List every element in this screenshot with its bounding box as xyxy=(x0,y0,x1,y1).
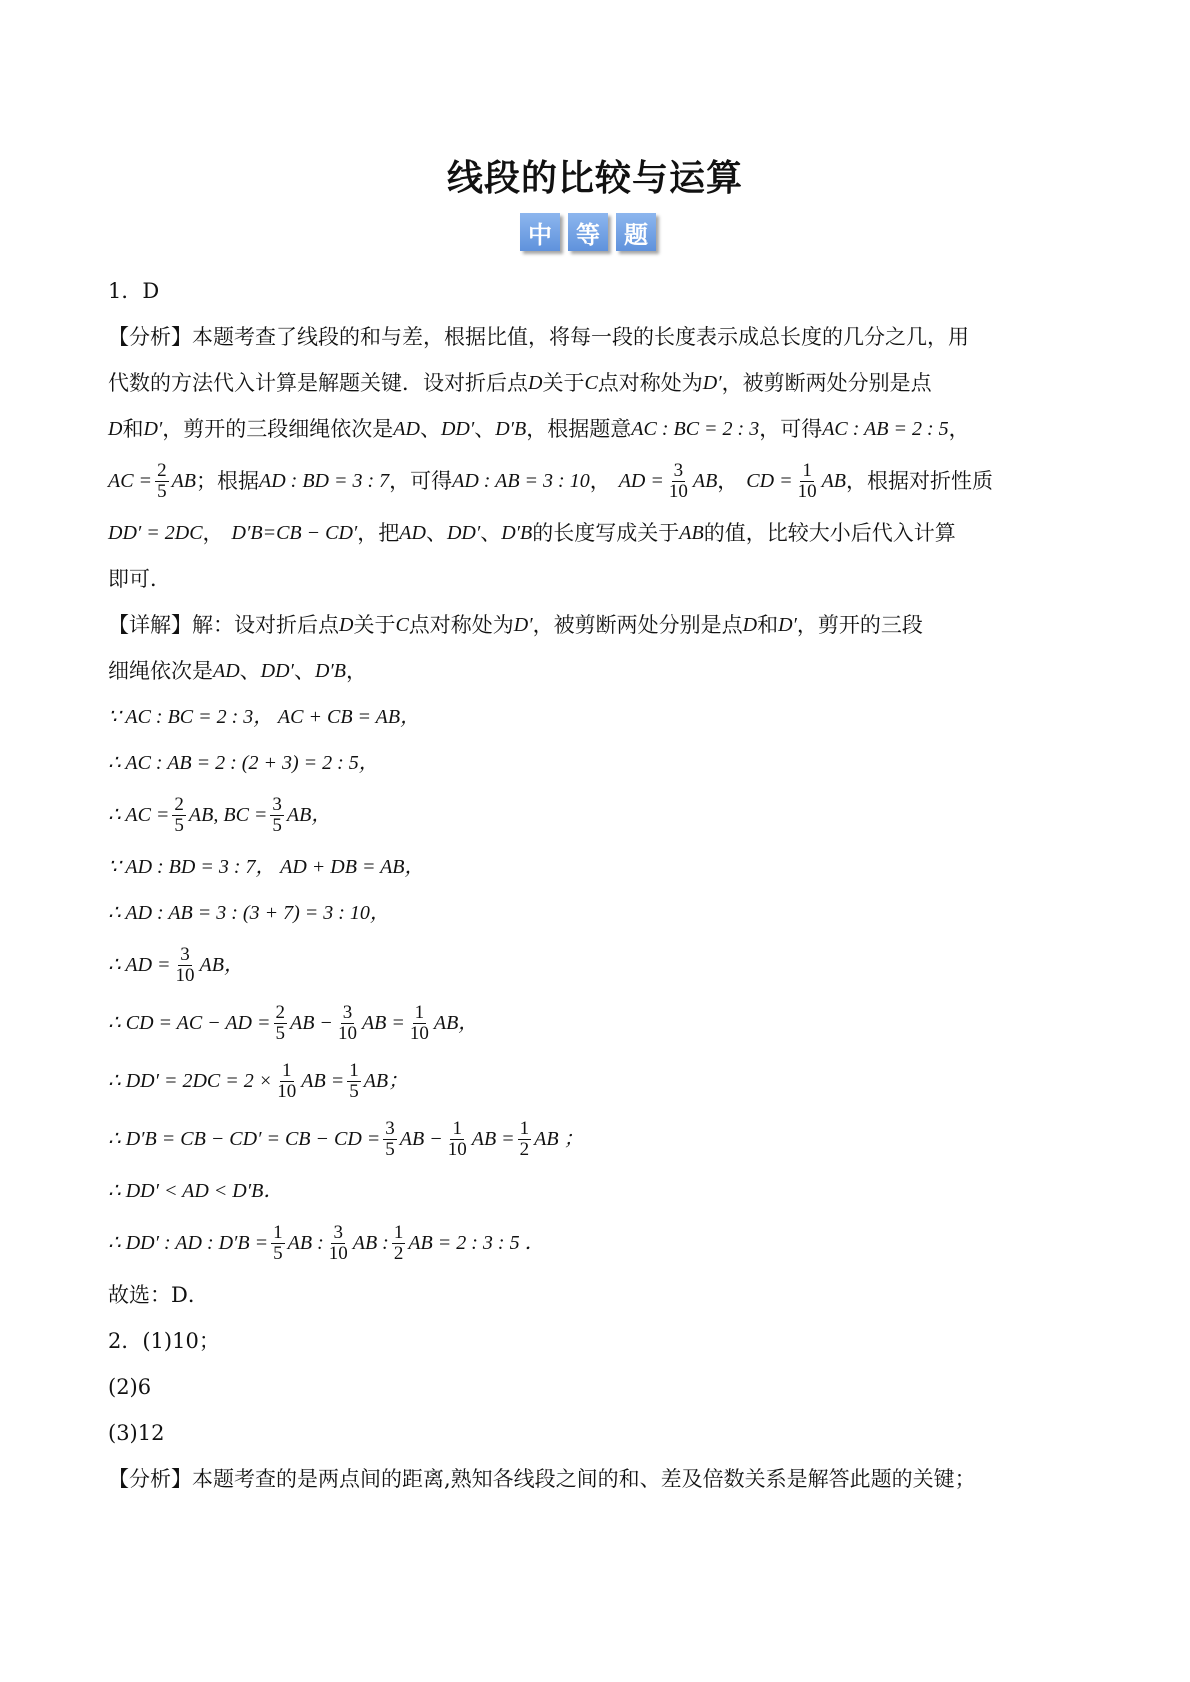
text: 和 xyxy=(757,613,779,637)
math: AC = xyxy=(108,470,153,492)
text: 【分析】本题考查了线段的和与差，根据比值，将每一段的长度表示成总长度的几分之几，用 xyxy=(108,325,969,349)
text: ， xyxy=(717,469,739,493)
q1-analysis-line xyxy=(108,406,1088,452)
denominator: 2 xyxy=(393,1242,404,1264)
text: 、 xyxy=(419,417,441,441)
math: AB : xyxy=(287,1232,324,1254)
math: AC : AB = 2 : 5 xyxy=(822,418,949,440)
denominator: 5 xyxy=(272,814,282,836)
solution-body xyxy=(108,268,1088,1502)
denominator: 10 xyxy=(447,1138,467,1160)
q2-analysis-line xyxy=(108,1456,1088,1502)
text: 故选：D． xyxy=(108,1283,209,1307)
math: AD xyxy=(393,418,420,440)
math: ∴ DD′ < AD < D′B． xyxy=(108,1180,284,1202)
math: AB xyxy=(821,470,847,492)
math: DD′ xyxy=(446,522,481,544)
text: (3)12 xyxy=(108,1421,165,1445)
denominator: 10 xyxy=(797,480,817,502)
denominator: 10 xyxy=(668,480,688,502)
math: D xyxy=(108,418,123,440)
denominator: 5 xyxy=(349,1080,359,1102)
numerator: 1 xyxy=(414,1001,425,1023)
fraction xyxy=(274,1003,288,1044)
text: 【分析】本题考查的是两点间的距离,熟知各线段之间的和、差及倍数关系是解答此题的关键； xyxy=(108,1467,976,1491)
text: ，剪开的三段 xyxy=(796,613,923,637)
math: AB, BC = xyxy=(188,804,268,826)
math: AB = 2 : 3 : 5 ． xyxy=(408,1232,545,1254)
denominator: 5 xyxy=(275,1022,285,1044)
numerator: 1 xyxy=(393,1221,404,1243)
numerator: 3 xyxy=(342,1001,353,1023)
text: 、 xyxy=(474,417,496,441)
numerator: 3 xyxy=(333,1221,343,1243)
step-line xyxy=(108,694,1088,740)
text: ，可得 xyxy=(759,417,823,441)
step-line xyxy=(108,844,1088,890)
math: ∴ DD′ = 2DC = 2 × xyxy=(108,1070,273,1092)
text: 、 xyxy=(480,521,502,545)
fraction xyxy=(347,1061,361,1102)
math: AC : BC = 2 : 3 xyxy=(631,418,760,440)
math: D′ xyxy=(778,614,797,636)
text: ，根据题意 xyxy=(526,417,632,441)
text: ， xyxy=(202,521,224,545)
numerator: 3 xyxy=(272,793,282,815)
denominator: 5 xyxy=(157,480,167,502)
fraction xyxy=(392,1223,406,1264)
math: ∴ AC = xyxy=(108,804,170,826)
fraction xyxy=(327,1223,350,1264)
math: AD xyxy=(213,660,240,682)
math: D′B xyxy=(501,522,533,544)
q1-answer xyxy=(108,268,1088,314)
math: ∵ AC : BC = 2 : 3， AC + CB = AB， xyxy=(108,706,421,728)
fraction xyxy=(796,461,819,502)
math: D′ xyxy=(143,418,163,440)
text: 1．D xyxy=(108,279,160,303)
text: ， xyxy=(345,659,367,683)
text: 和 xyxy=(122,417,144,441)
fraction xyxy=(155,461,169,502)
step-line xyxy=(108,1052,1088,1110)
text: 、 xyxy=(425,521,447,545)
q1-detail-line xyxy=(108,648,1088,694)
fraction xyxy=(271,1223,285,1264)
math: ∴ AD : AB = 3 : (3 + 7) = 3 : 10， xyxy=(108,902,390,924)
math: AB − xyxy=(399,1128,443,1150)
text: 细绳依次是 xyxy=(108,659,213,683)
text: 关于 xyxy=(353,613,396,637)
fraction xyxy=(336,1003,359,1044)
math: AD : BD = 3 : 7 xyxy=(259,470,390,492)
q1-analysis-line xyxy=(108,452,1088,510)
text: ，可得 xyxy=(389,469,453,493)
numerator: 3 xyxy=(385,1117,395,1139)
numerator: 2 xyxy=(157,459,167,481)
math: AB ； xyxy=(534,1128,584,1150)
math: DD′ xyxy=(260,660,294,682)
denominator: 5 xyxy=(273,1242,283,1264)
math: ∵ AD : BD = 3 : 7， AD + DB = AB， xyxy=(108,856,425,878)
denominator: 10 xyxy=(175,964,195,986)
math: D′B xyxy=(495,418,527,440)
numerator: 2 xyxy=(275,1001,285,1023)
text: ，剪开的三段细绳依次是 xyxy=(162,417,394,441)
math: AD = xyxy=(618,470,664,492)
denominator: 5 xyxy=(174,814,184,836)
math: AB xyxy=(171,470,196,492)
text: 【详解】解：设对折后点 xyxy=(108,613,339,637)
fraction xyxy=(174,945,197,986)
math: DD′ xyxy=(440,418,475,440)
q2-part xyxy=(108,1364,1088,1410)
math: AB； xyxy=(363,1070,409,1092)
step-line xyxy=(108,1110,1088,1168)
math: AB， xyxy=(199,954,244,976)
text: 关于 xyxy=(542,371,585,395)
math: CD = xyxy=(746,470,793,492)
denominator: 5 xyxy=(385,1138,395,1160)
fraction xyxy=(518,1119,532,1160)
q1-choice xyxy=(108,1272,1088,1318)
step-line xyxy=(108,994,1088,1052)
math: D xyxy=(528,372,543,394)
math: AB = xyxy=(361,1012,405,1034)
fraction xyxy=(275,1061,298,1102)
math: ∴ D′B = CB − CD′ = CB − CD = xyxy=(108,1128,381,1150)
fraction xyxy=(408,1003,431,1044)
fraction xyxy=(172,795,186,836)
page-title: 线段的比较与运算 xyxy=(446,158,743,199)
math: AD : AB = 3 : 10 xyxy=(452,470,590,492)
text: 点对称处为 xyxy=(408,613,514,637)
numerator: 1 xyxy=(519,1117,530,1139)
math: AB xyxy=(692,470,718,492)
math: D xyxy=(339,614,354,636)
text: ，根据对折性质 xyxy=(846,469,994,493)
q1-analysis-line xyxy=(108,360,1088,406)
text: 、 xyxy=(293,659,315,683)
text: ，把 xyxy=(357,521,400,545)
q1-analysis-line xyxy=(108,556,1088,602)
q2-answer xyxy=(108,1318,1088,1364)
fraction xyxy=(270,795,284,836)
denominator: 10 xyxy=(409,1022,429,1044)
text: 的值，比较大小后代入计算 xyxy=(703,521,956,545)
badge-char: 等 xyxy=(568,213,608,251)
numerator: 3 xyxy=(673,459,684,481)
math: ∴ AC : AB = 2 : (2 + 3) = 2 : 5， xyxy=(108,752,379,774)
denominator: 10 xyxy=(328,1242,348,1264)
numerator: 1 xyxy=(282,1059,292,1081)
math: C xyxy=(584,372,598,394)
denominator: 2 xyxy=(519,1138,530,1160)
math: AB − xyxy=(290,1012,333,1034)
text: 2．(1)10； xyxy=(108,1329,220,1353)
step-line xyxy=(108,936,1088,994)
math: AB : xyxy=(352,1232,389,1254)
text: ；根据 xyxy=(196,469,259,493)
q1-analysis-line xyxy=(108,314,1088,360)
fraction xyxy=(383,1119,397,1160)
step-line xyxy=(108,890,1088,936)
step-line xyxy=(108,740,1088,786)
numerator: 3 xyxy=(180,943,190,965)
numerator: 1 xyxy=(452,1117,462,1139)
text: ，被剪断两处分别是点 xyxy=(721,371,932,395)
fraction xyxy=(667,461,690,502)
math: C xyxy=(395,614,409,636)
denominator: 10 xyxy=(337,1022,357,1044)
text: ，被剪断两处分别是点 xyxy=(532,613,743,637)
text: (2)6 xyxy=(108,1375,152,1399)
badge-char: 中 xyxy=(520,213,560,251)
text: ， xyxy=(589,469,611,493)
math: AD xyxy=(399,522,426,544)
q1-analysis-line xyxy=(108,510,1088,556)
text: 即可． xyxy=(108,567,171,591)
badge-char: 题 xyxy=(616,213,656,251)
q1-detail-line xyxy=(108,602,1088,648)
q2-part xyxy=(108,1410,1088,1456)
math: D xyxy=(742,614,758,636)
math: D′B=CB − CD′ xyxy=(231,522,358,544)
math: ∴ CD = AC − AD = xyxy=(108,1012,271,1034)
text: 点对称处为 xyxy=(597,371,703,395)
math: ∴ AD = xyxy=(108,954,171,976)
math: AB， xyxy=(286,804,332,826)
math: D′ xyxy=(702,372,722,394)
text: 的长度写成关于 xyxy=(532,521,680,545)
text: 、 xyxy=(239,659,261,683)
text: ， xyxy=(948,417,970,441)
math: D′ xyxy=(513,614,533,636)
math: DD′ = 2DC xyxy=(108,522,203,544)
math: AB = xyxy=(301,1070,345,1092)
numerator: 2 xyxy=(174,793,184,815)
math: AB xyxy=(679,522,704,544)
step-line xyxy=(108,786,1088,844)
step-line xyxy=(108,1168,1088,1214)
step-line xyxy=(108,1214,1088,1272)
numerator: 1 xyxy=(349,1059,359,1081)
math: AB， xyxy=(433,1012,479,1034)
math: ∴ DD′ : AD : D′B = xyxy=(108,1232,269,1254)
numerator: 1 xyxy=(273,1221,283,1243)
math: D′B xyxy=(314,660,346,682)
numerator: 1 xyxy=(802,459,812,481)
math: AB = xyxy=(471,1128,515,1150)
denominator: 10 xyxy=(277,1080,297,1102)
text: 代数的方法代入计算是解题关键．设对折后点 xyxy=(108,371,528,395)
difficulty-badge xyxy=(520,213,656,251)
fraction xyxy=(446,1119,469,1160)
